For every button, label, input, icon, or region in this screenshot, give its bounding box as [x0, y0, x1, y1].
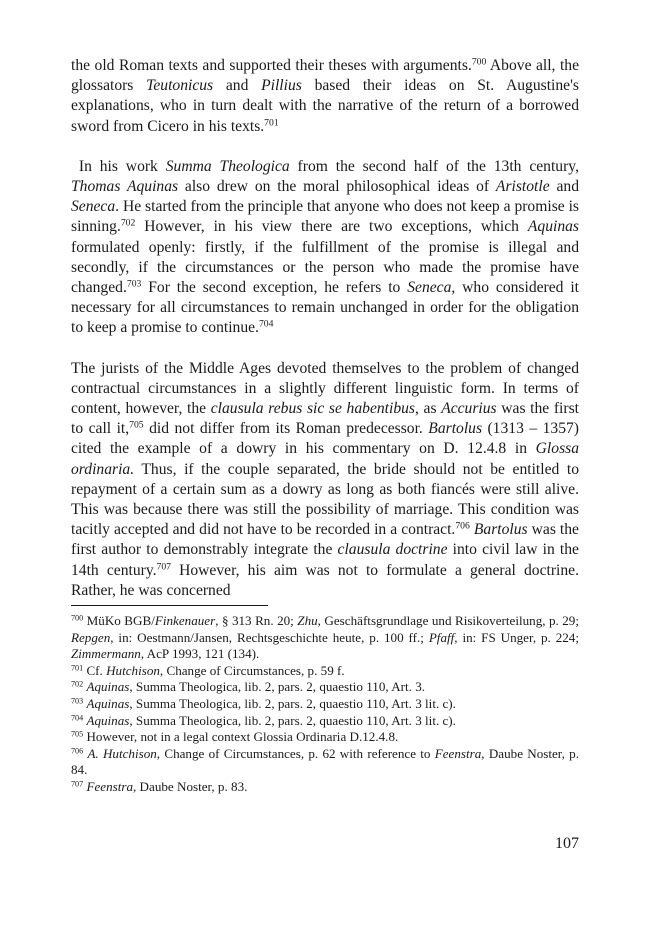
footnote-ref: 700	[71, 613, 84, 623]
italic-run: Accurius	[441, 400, 497, 418]
text-run: Above all, the glossators	[71, 57, 579, 95]
italic-run: Hutchison	[106, 662, 160, 678]
footnote-ref: 705	[71, 729, 84, 739]
text-run: For the second exception, he refers to	[141, 279, 408, 297]
text-run: was the first author to demonstrably integrate the	[71, 521, 579, 559]
footnote-ref: 703	[71, 696, 84, 706]
text-run: , § 313 Rn. 20;	[215, 613, 298, 628]
footnote-706	[71, 746, 579, 779]
text-run: However, not in a legal context Glossia Ordinaria D.12.4.8.	[83, 729, 399, 745]
footnote-separator	[71, 605, 268, 606]
text-run: , Change of Circumstances, p. 62 with reference to	[156, 745, 435, 761]
text-run: MüKo BGB/	[83, 613, 155, 628]
text-run: also drew on the moral philosophical ideas of	[178, 178, 496, 196]
text-run: was the first to call it,	[71, 400, 579, 438]
text-run: based their ideas on St. Augustine's explanations, who in turn dealt with the narrative of the return of a borrowed sword from Cicero in his texts.	[71, 77, 579, 135]
italic-run: clausula doctrine	[337, 541, 448, 559]
footnote-ref: 700	[471, 56, 487, 68]
italic-run: clausula rebus sic se habentibus	[210, 400, 415, 418]
text-run: Thus, if the couple separated, the bride should not be entitled to repayment of a certain sum as a dowry as long as both fiancés were still alive. This was because there was still the possibility of marriage. This condition was tacitly accepted and did not have to be recorded in a contract.	[71, 460, 579, 539]
italic-run: Thomas Aquinas	[71, 178, 179, 196]
text-run: from the second half of the 13th century,	[289, 157, 579, 175]
footnote-ref: 703	[126, 278, 142, 290]
italic-run: Finkenauer	[154, 613, 216, 628]
footnote-ref: 701	[71, 663, 84, 673]
text-run: However, his aim was not to formulate a general doctrine. Rather, he was concerned	[71, 561, 579, 599]
text-run: (1313 – 1357) cited the example of a dowry in his commentary on D. 12.4.8 in	[71, 420, 579, 458]
text-run: and	[549, 178, 579, 196]
text-run: , Summa Theologica, lib. 2, pars. 2, quaestio 110, Art. 3.	[129, 679, 426, 695]
italic-run: Glossa ordinaria.	[71, 440, 579, 478]
italic-run: Aquinas	[86, 712, 130, 728]
italic-run: Aquinas	[86, 679, 130, 695]
text-run: formulated openly: firstly, if the fulfillment of the promise is illegal and secondly, if the circumstances or the person who made the promise have changed.	[71, 238, 579, 297]
footnote-ref: 706	[71, 746, 84, 756]
page-number: 107	[555, 835, 579, 852]
text-run: , Summa Theologica, lib. 2, pars. 2, quaestio 110, Art. 3 lit. c).	[129, 712, 456, 728]
text-run: , Change of Circumstances, p. 59 f.	[159, 662, 345, 678]
italic-run: Pfaff	[428, 629, 455, 645]
italic-run: Seneca	[407, 279, 452, 297]
paragraph-1	[71, 56, 579, 137]
text-run: into civil law in the 14th century.	[71, 541, 579, 579]
text-run: , as	[415, 400, 442, 418]
footnote-701	[71, 663, 579, 680]
italic-run: Repgen	[71, 629, 111, 645]
text-run: However, in his view there are two exceptions, which	[135, 218, 528, 236]
footnote-ref: 704	[258, 319, 274, 331]
text-run: The jurists of the Middle Ages devoted themselves to the problem of changed contractual circumstances in a slightly different linguistic form. In terms of content, however, the	[71, 359, 579, 418]
text-run: , Summa Theologica, lib. 2, pars. 2, quaestio 110, Art. 3 lit. c).	[129, 695, 456, 711]
footnotes	[71, 613, 579, 796]
text-run: , Daube Noster, p. 84.	[71, 745, 580, 778]
paragraph-3	[71, 359, 579, 601]
footnote-ref: 705	[129, 419, 144, 431]
italic-run: Teutonicus	[146, 77, 214, 95]
text-run: the old Roman texts and supported their theses with arguments.	[71, 57, 472, 74]
italic-run: Aquinas	[527, 218, 579, 236]
italic-run: Bartolus	[428, 420, 483, 438]
footnote-ref: 706	[455, 520, 470, 532]
text-run: , Daube Noster, p. 83.	[133, 778, 248, 794]
text-run: , in: Oestmann/Jansen, Rechtsgeschichte heute, p. 100 ff.;	[110, 629, 429, 645]
footnote-703	[71, 696, 579, 713]
italic-run: Zimmermann	[71, 646, 141, 662]
text-run: In his work	[78, 157, 166, 175]
footnote-ref: 707	[71, 779, 84, 789]
text-run: Cf.	[83, 662, 107, 678]
italic-run: Bartolus	[473, 521, 528, 539]
italic-run: Feenstra	[86, 778, 133, 794]
text-run: , who considered it necessary for all circumstances to remain unchanged in order for the obligation to keep a promise to continue.	[71, 279, 579, 337]
text-run: , Geschäftsgrundlage und Risikoverteilung, p. 29;	[317, 613, 579, 628]
italic-run: Zhu	[297, 613, 318, 628]
italic-run: Seneca	[71, 198, 116, 216]
footnote-ref: 702	[120, 218, 136, 230]
text-run: , AcP 1993, 121 (134).	[140, 646, 260, 662]
footnote-704	[71, 713, 579, 730]
text-run: did not differ from its Roman predecessor.	[143, 420, 429, 438]
text-run: and	[213, 77, 262, 95]
text-run: , in: FS Unger, p. 224;	[454, 629, 579, 645]
italic-run: Aquinas	[86, 695, 130, 711]
body-text	[71, 56, 579, 601]
footnote-700	[71, 613, 579, 663]
paragraph-2	[71, 157, 579, 339]
footnote-ref: 704	[71, 713, 84, 723]
footnote-ref: 707	[156, 561, 171, 573]
italic-run: Feenstra	[434, 745, 482, 761]
italic-run: Pillius	[261, 77, 302, 95]
footnote-702	[71, 679, 579, 696]
footnote-705	[71, 729, 579, 746]
text-run: . He started from the principle that anyone who does not keep a promise is sinning.	[71, 198, 579, 236]
footnote-ref: 702	[71, 679, 84, 689]
footnote-707	[71, 779, 579, 796]
footnote-ref: 701	[264, 117, 279, 129]
italic-run: A. Hutchison	[87, 745, 157, 761]
italic-run: Summa Theologica	[165, 157, 290, 175]
italic-run: Aristotle	[495, 178, 550, 196]
